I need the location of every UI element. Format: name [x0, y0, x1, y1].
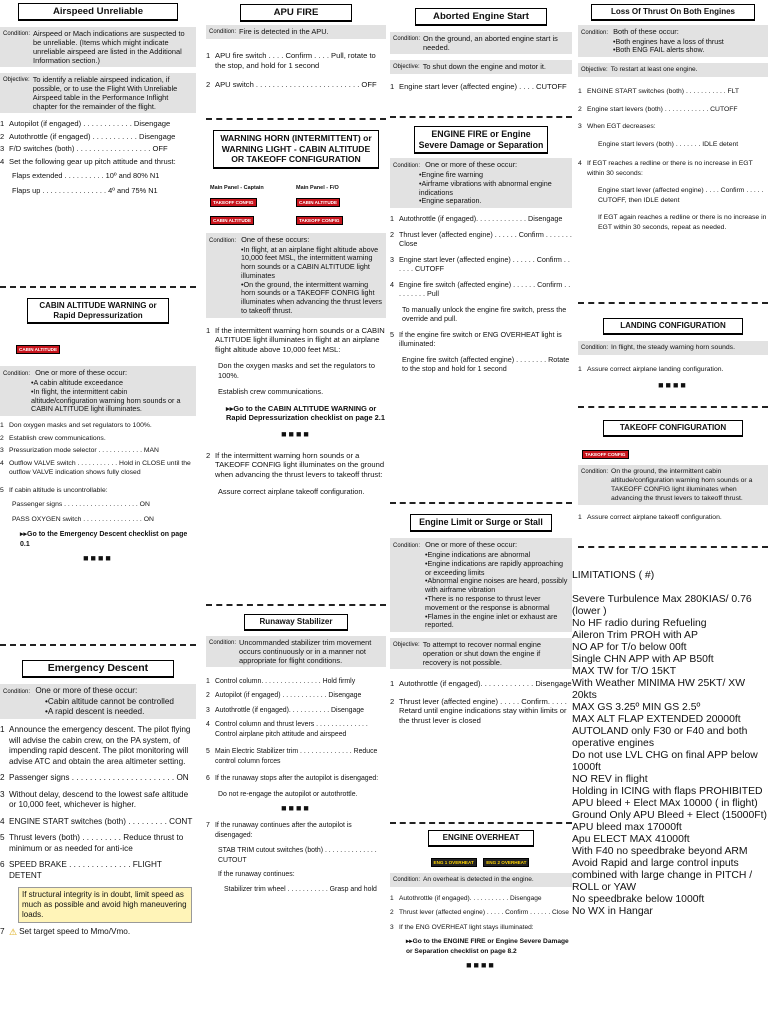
limitations-title: LIMITATIONS ( #) — [572, 570, 655, 581]
don-oxygen-line: Don the oxygen masks and set the regulators to 100%. — [218, 361, 375, 380]
manual-unlock-line: To manually unlock the engine fire switch, press the override and pull. — [402, 304, 567, 324]
condition-bullet: •Engine indications are abnormal — [425, 550, 531, 559]
checklist-step: 1 Autothrottle (if engaged). . . . . . . . . . . . . Disengage — [390, 214, 563, 224]
limitation-item: NO REV in flight — [572, 774, 648, 785]
limitations-section — [572, 570, 768, 918]
condition-label: Condition: — [3, 31, 31, 37]
condition-text: One or more of these occur: — [425, 160, 518, 169]
section-divider — [390, 502, 572, 504]
checklist-step: 2 Autopilot (if engaged) . . . . . . . . . . . . Disengage — [206, 692, 362, 699]
condition-bullet: •Cabin altitude cannot be controlled — [45, 697, 174, 706]
condition-label: Condition: — [581, 344, 609, 351]
objective-text: To restart at least one engine. — [610, 66, 698, 74]
checklist-step: 3 If the ENG OVERHEAT light stays illuminated: — [390, 923, 534, 931]
apu-fire-title: APU FIRE — [240, 4, 352, 22]
checklist-step: 7 If the runaway continues after the autopilot is disengaged: — [206, 822, 352, 839]
condition-box — [206, 233, 386, 318]
cabin-altitude-light: CABIN ALTITUDE — [296, 198, 340, 207]
objective-box — [578, 63, 768, 77]
panel-fo-caption: Main Panel - F/O — [296, 184, 339, 191]
condition-label: Condition: — [3, 689, 31, 695]
engine-overheat-title: ENGINE OVERHEAT — [428, 830, 534, 847]
checklist-step: 1 If the intermittent warning horn sounds or a CABIN ALTITUDE light illuminates in flight at an airplane flight altitude above 10,000 feet MSL: — [206, 325, 385, 354]
limitation-item: Ground Only APU Bleed + Elect (15000Ft) — [572, 810, 767, 821]
condition-text: Both of these occur: — [613, 26, 679, 36]
condition-box — [0, 684, 196, 719]
flaps-up-line: Flaps up . . . . . . . . . . . . . . . . 4º and 75% N1 — [12, 185, 158, 195]
condition-box — [390, 873, 572, 887]
warning-horn-section — [206, 130, 386, 497]
condition-bullet: •Both engines have a loss of thrust — [613, 36, 724, 46]
limitation-item: Apu ELECT MAX 41000ft — [572, 834, 690, 845]
checklist-step: 1 Autothrottle (if engaged). . . . . . . . . . . . . Disengage — [390, 679, 572, 689]
structural-integrity-note: If structural integrity is in doubt, limit speed as much as possible and avoid high maneuvering loads. — [18, 887, 192, 923]
checklist-step: 3 Engine start lever (affected engine) . . . . . . Confirm . . . . . . CUTOFF — [390, 254, 570, 274]
checklist-step: 2 Thrust lever (affected engine) . . . . . Confirm . . . . . . Close — [390, 909, 569, 916]
limitation-item: No WX in Hangar — [572, 906, 653, 917]
repeat-line: If EGT again reaches a redline or there is no increase in EGT within 30 seconds, repeat as needed. — [598, 214, 767, 231]
section-divider — [206, 118, 386, 120]
objective-label: Objective: — [3, 77, 30, 83]
condition-box — [578, 465, 768, 505]
checklist-step: 4 Engine fire switch (affected engine) . . . . . . Confirm . . . . . . . . . Pull — [390, 279, 571, 299]
airspeed-unreliable-title: Airspeed Unreliable — [18, 3, 179, 21]
objective-box — [0, 73, 196, 113]
condition-bullet: •Flames in the engine inlet or exhaust are reported. — [425, 611, 558, 630]
condition-text: In flight, the steady warning horn sounds. — [611, 343, 735, 351]
checklist-step: 2 Establish crew communications. — [0, 434, 106, 442]
checklist-step: 3 F/D switches (both) . . . . . . . . . . . . . . . . . . OFF — [0, 144, 168, 153]
condition-label: Condition: — [581, 29, 609, 36]
checklist-step: 5 If cabin altitude is uncontrollable: — [0, 486, 108, 494]
passenger-signs-line: Passenger signs . . . . . . . . . . . . . . . . . . . . ON — [12, 501, 150, 509]
checklist-step: 2 If the intermittent warning horn sounds or a TAKEOFF CONFIG light illuminates on the ground when advancing the thrust levers to takeoff thrust: — [206, 450, 385, 479]
engine-limit-title: Engine Limit or Surge or Stall — [410, 514, 552, 532]
takeoff-config-light: TAKEOFF CONFIG — [296, 216, 343, 225]
emergency-descent-section — [0, 660, 196, 938]
checklist-step: 1 APU fire switch . . . . Confirm . . . . Pull, rotate to the stop, and hold for 1 second — [206, 51, 376, 70]
warning-horn-title: WARNING HORN (INTERMITTENT) or WARNING LIGHT - CABIN ALTITUDE OR TAKEOFF CONFIGURATION — [213, 130, 379, 169]
section-divider — [390, 822, 572, 824]
fire-switch-line: Engine fire switch (affected engine) . . . . . . . . Rotate to the stop and hold for 1 second — [402, 354, 570, 374]
limitation-item: Holding in ICING with flaps PROHIBITED — [572, 786, 763, 797]
aborted-start-section — [390, 8, 572, 92]
landing-config-title: LANDING CONFIGURATION — [603, 318, 744, 335]
checklist-step: 4 Outflow VALVE switch . . . . . . . . . . . Hold in CLOSE until the outflow VALVE indication shows fully closed — [0, 459, 191, 477]
condition-label: Condition: — [393, 36, 421, 42]
takeoff-config-light: TAKEOFF CONFIG — [210, 198, 257, 207]
pass-oxygen-line: PASS OXYGEN switch . . . . . . . . . . . . . . . . ON — [12, 515, 154, 523]
condition-label: Condition: — [209, 29, 237, 35]
condition-bullet: •In flight, the intermittent cabin altitude/configuration warning horn sounds or a CABIN ALTITUDE light illuminates. — [31, 386, 181, 414]
objective-text: To attempt to recover normal engine operation or shut down the engine if recovery is not possible. — [422, 640, 541, 668]
objective-label: Objective: — [393, 642, 420, 649]
checklist-step: 5 Thrust levers (both) . . . . . . . . . Reduce thrust to minimum or as needed for anti-ice — [0, 833, 184, 853]
no-reengage-line: Do not re-engage the autopilot or autothrottle. — [218, 790, 358, 798]
panel-captain-caption: Main Panel - Captain — [210, 184, 264, 191]
checklist-step: 5 Main Electric Stabilizer trim . . . . . . . . . . . . . . Reduce control column forces — [206, 748, 378, 765]
checklist-step: 1 Announce the emergency descent. The pilot flying will advise the cabin crew, on the PA system, of impending rapid descent. The pilot monitoring will advise ATC and obtain the area altimeter setting. — [0, 725, 191, 766]
runaway-stabilizer-section — [206, 614, 386, 894]
checklist-step: 1 Engine start lever (affected engine) . . . . CUTOFF — [390, 82, 567, 91]
condition-bullet: •A rapid descent is needed. — [45, 707, 145, 716]
checklist-step: 7 ⚠ Set target speed to Mmo/Vmo. — [0, 927, 131, 937]
condition-label: Condition: — [209, 639, 237, 646]
loss-of-thrust-section — [578, 4, 768, 232]
end-marker: ■■■■ — [281, 803, 311, 813]
checklist-step: 3 Autothrottle (if engaged). . . . . . . . . . . Disengage — [206, 706, 364, 714]
condition-box — [206, 636, 386, 667]
section-divider — [390, 116, 572, 118]
section-divider — [0, 644, 196, 646]
condition-box — [390, 158, 572, 208]
checklist-step: 2 Passenger signs . . . . . . . . . . . . . . . . . . . . . . . ON — [0, 773, 189, 782]
aborted-start-title: Aborted Engine Start — [415, 8, 546, 26]
condition-box — [206, 25, 386, 39]
cabin-altitude-light: CABIN ALTITUDE — [210, 216, 254, 225]
checklist-step: 2 Thrust lever (affected engine) . . . . . Confirm. . . . . Retard until engine indications stay within limits or the thrust lever is closed — [390, 696, 567, 725]
limitation-item: With F40 no speedbrake beyond ARM — [572, 846, 748, 857]
condition-bullet: •Both ENG FAIL alerts show. — [613, 45, 705, 55]
section-divider — [578, 302, 768, 304]
objective-label: Objective: — [581, 67, 608, 74]
condition-label: Condition: — [393, 543, 421, 549]
idle-detent-line: Engine start levers (both) . . . . . . . IDLE detent — [598, 140, 739, 148]
engine-fire-title: ENGINE FIRE or Engine Severe Damage or Separation — [414, 126, 549, 154]
checklist-step: 1 Autopilot (if engaged) . . . . . . . . . . . . Disengage — [0, 119, 171, 128]
condition-text: Airspeed or Mach indications are suspected to be unreliable. (Items which might indicate unreliable airspeed are listed in the Additional Information section.) — [33, 29, 185, 65]
condition-bullet: •In flight, at an airplane flight altitude above 10,000 feet MSL, the intermittent warning horn sounds or a CABIN ALTITUDE light illuminates — [241, 244, 379, 280]
cabin-altitude-section — [0, 298, 196, 563]
condition-text: On the ground, an aborted engine start is needed. — [423, 34, 558, 52]
takeoff-config-section — [578, 420, 768, 522]
limitation-item: With Weather MINIMA HW 25KT/ XW 20kts — [572, 678, 746, 701]
crew-comm-line: Establish crew communications. — [218, 387, 324, 397]
goto-cabin-altitude: ▸▸Go to the CABIN ALTITUDE WARNING or Rapid Depressurization checklist on page 2.1 — [226, 403, 385, 423]
condition-box — [578, 25, 768, 58]
checklist-step: 4 Set the following gear up pitch attitude and thrust: — [0, 156, 176, 166]
condition-bullet: •There is no response to thrust lever movement or the response is abnormal — [425, 593, 550, 612]
runaway-stabilizer-title: Runaway Stabilizer — [244, 614, 348, 631]
checklist-step: 1 Control column. . . . . . . . . . . . . . . . Hold firmly — [206, 677, 356, 685]
limitation-item: Single CHN APP with AP B50ft — [572, 654, 714, 665]
landing-config-section — [578, 318, 768, 390]
checklist-step: 6 If the runaway stops after the autopilot is disengaged: — [206, 775, 379, 782]
condition-label: Condition: — [581, 468, 609, 475]
objective-text: To identify a reliable airspeed indication, if possible, or to use the Flight With Unreliable Airspeed table in the Performance Inflight chapter for the remainder of the flight. — [32, 75, 178, 111]
checklist-step: 2 Thrust lever (affected engine) . . . . . . Confirm . . . . . . . Close — [390, 229, 572, 249]
checklist-step: 2 APU switch . . . . . . . . . . . . . . . . . . . . . . . . . OFF — [206, 80, 377, 89]
checklist-step: 5 If the engine fire switch or ENG OVERHEAT light is illuminated: — [390, 329, 562, 349]
engine-overheat-section — [390, 830, 572, 970]
limitations-list — [572, 594, 768, 918]
section-divider — [578, 406, 768, 408]
end-marker: ■■■■ — [83, 553, 113, 564]
limitation-item: AUTOLAND only F30 or F40 and both operative engines — [572, 726, 748, 749]
assure-takeoff-line: Assure correct airplane takeoff configuration. — [218, 487, 365, 497]
condition-text: One or more of these occur: — [35, 686, 138, 695]
stab-cutout-line: STAB TRIM cutout switches (both) . . . . . . . . . . . . . . CUTOUT — [218, 847, 377, 864]
checklist-step: 1 Don oxygen masks and set regulators to 100%. — [0, 422, 152, 430]
condition-bullet: •On the ground, the intermittent warning horn sounds or a TAKEOFF CONFIG light illuminates when advancing the thrust levers to takeoff thrust. — [241, 279, 383, 316]
condition-text: Fire is detected in the APU. — [239, 27, 329, 36]
limitation-item: No speedbrake below 1000ft — [572, 894, 705, 905]
condition-text: One or more of these occur: — [35, 368, 128, 377]
engine-limit-section — [390, 514, 572, 725]
section-divider — [0, 286, 196, 288]
checklist-step: 1 Assure correct airplane landing configuration. — [578, 365, 724, 373]
objective-box — [390, 60, 572, 74]
limitation-item: No HF radio during Refueling — [572, 618, 707, 629]
cutoff-idle-line: Engine start lever (affected engine) . . . . Confirm . . . . . CUTOFF, then IDLE detent — [598, 187, 764, 204]
condition-box — [0, 27, 196, 67]
goto-emergency-descent: ▸▸Go to the Emergency Descent checklist on page 0.1 — [20, 531, 188, 548]
end-marker: ■■■■ — [466, 960, 496, 970]
objective-box — [390, 638, 572, 669]
emergency-descent-title: Emergency Descent — [22, 660, 175, 678]
condition-text: An overheat is detected in the engine. — [423, 875, 534, 883]
checklist-step: 1 Assure correct airplane takeoff configuration. — [578, 513, 722, 521]
section-divider — [578, 546, 768, 548]
limitation-item: MAX TW for T/O 15KT — [572, 666, 677, 677]
warning-icon: ⚠ — [9, 927, 18, 937]
condition-bullet: •Engine fire warning — [419, 170, 484, 179]
objective-label: Objective: — [393, 64, 420, 70]
checklist-step: 4 If EGT reaches a redline or there is no increase in EGT within 30 seconds: — [578, 160, 753, 177]
checklist-step: 4 Control column and thrust levers . . . . . . . . . . . . . . Control airplane pitch attitude and airspeed — [206, 721, 368, 738]
condition-box — [390, 32, 572, 54]
cabin-altitude-light: CABIN ALTITUDE — [16, 345, 60, 354]
condition-bullet: •Airframe vibrations with abnormal engine indications — [419, 178, 552, 197]
condition-text: Uncommanded stabilizer trim movement occurs continuously or in a manner not appropriate for flight conditions. — [239, 637, 372, 665]
condition-bullet: •Engine separation. — [419, 196, 482, 206]
checklist-step: 2 Autothrottle (if engaged) . . . . . . . . . . . Disengage — [0, 131, 176, 141]
engine-fire-section — [390, 126, 572, 374]
limitation-item: Severe Turbulence Max 280KIAS/ 0.76 (lower ) — [572, 594, 752, 617]
checklist-step: 3 Pressurization mode selector . . . . . . . . . . . . MAN — [0, 447, 159, 455]
checklist-step: 4 ENGINE START switches (both) . . . . . . . . . CONT — [0, 816, 193, 826]
condition-box — [0, 366, 196, 416]
checklist-step: 3 Without delay, descend to the lowest safe altitude or 10,000 feet, whichever is higher. — [0, 789, 189, 809]
flaps-extended-line: Flaps extended . . . . . . . . . . 10º and 80% N1 — [12, 171, 160, 180]
condition-box — [390, 538, 572, 632]
end-marker: ■■■■ — [281, 428, 311, 439]
checklist-step: 2 Engine start levers (both) . . . . . . . . . . . . CUTOFF — [578, 105, 738, 113]
condition-bullet: •Engine indications are rapidly approaching or exceeding limits — [425, 558, 563, 577]
goto-engine-fire: ▸▸Go to the ENGINE FIRE or Engine Severe Damage or Separation checklist on page 8.2 — [406, 938, 569, 955]
limitation-item: MAX GS 3.25º MIN GS 2.5º — [572, 702, 701, 713]
checklist-step: 1 ENGINE START switches (both) . . . . . . . . . . . FLT — [578, 88, 740, 96]
condition-text: On the ground, the intermittent cabin altitude/configuration warning horn sounds or a TAKEOFF CONFIG light illuminates when advancing the thrust levers to takeoff thrust. — [611, 467, 753, 502]
takeoff-config-title: TAKEOFF CONFIGURATION — [603, 420, 744, 437]
airspeed-unreliable-section — [0, 3, 196, 195]
limitation-item: NO AP for T/o below 00ft — [572, 642, 687, 653]
condition-text: One of these occurs: — [241, 234, 310, 244]
eng2-overheat-light: ENG 2 OVERHEAT — [483, 858, 529, 867]
checklist-step: 6 SPEED BRAKE . . . . . . . . . . . . . . FLIGHT DETENT — [0, 860, 162, 880]
condition-label: Condition: — [3, 371, 31, 377]
checklist-step: 3 When EGT decreases: — [578, 123, 656, 131]
condition-text: One or more of these occur: — [425, 540, 518, 549]
apu-fire-section — [206, 4, 386, 90]
takeoff-config-light: TAKEOFF CONFIG — [582, 450, 629, 459]
limitation-item: Aileron Trim PROH with AP — [572, 630, 698, 641]
eng1-overheat-light: ENG 1 OVERHEAT — [431, 858, 477, 867]
end-marker: ■■■■ — [658, 380, 688, 390]
section-divider — [206, 604, 386, 606]
condition-box — [578, 341, 768, 355]
condition-label: Condition: — [209, 237, 237, 244]
stab-wheel-line: Stabilizer trim wheel . . . . . . . . . . . Grasp and hold — [224, 885, 377, 893]
condition-bullet: •A cabin altitude exceedance — [31, 378, 124, 387]
runaway-continues-line: If the runaway continues: — [218, 871, 295, 878]
cabin-altitude-title: CABIN ALTITUDE WARNING or Rapid Depressurization — [27, 298, 168, 324]
condition-label: Condition: — [393, 163, 421, 169]
limitation-item: APU bleed + Elect MAx 10000 ( in flight) — [572, 798, 758, 809]
condition-label: Condition: — [393, 876, 421, 883]
condition-bullet: •Abnormal engine noises are heard, possibly with airframe vibration — [425, 576, 568, 595]
limitation-item: Avoid Rapid and large control inputs combined with large change in PITCH / ROLL or YAW — [572, 858, 753, 893]
loss-of-thrust-title: Loss Of Thrust On Both Engines — [591, 4, 754, 21]
checklist-step: 1 Autothrottle (if engaged). . . . . . . . . . . Disengage — [390, 894, 542, 902]
limitation-item: MAX ALT FLAP EXTENDED 20000ft — [572, 714, 741, 725]
limitation-item: APU bleed max 17000ft — [572, 822, 682, 833]
limitation-item: Do not use LVL CHG on final APP below 1000ft — [572, 750, 758, 773]
objective-text: To shut down the engine and motor it. — [422, 62, 546, 71]
